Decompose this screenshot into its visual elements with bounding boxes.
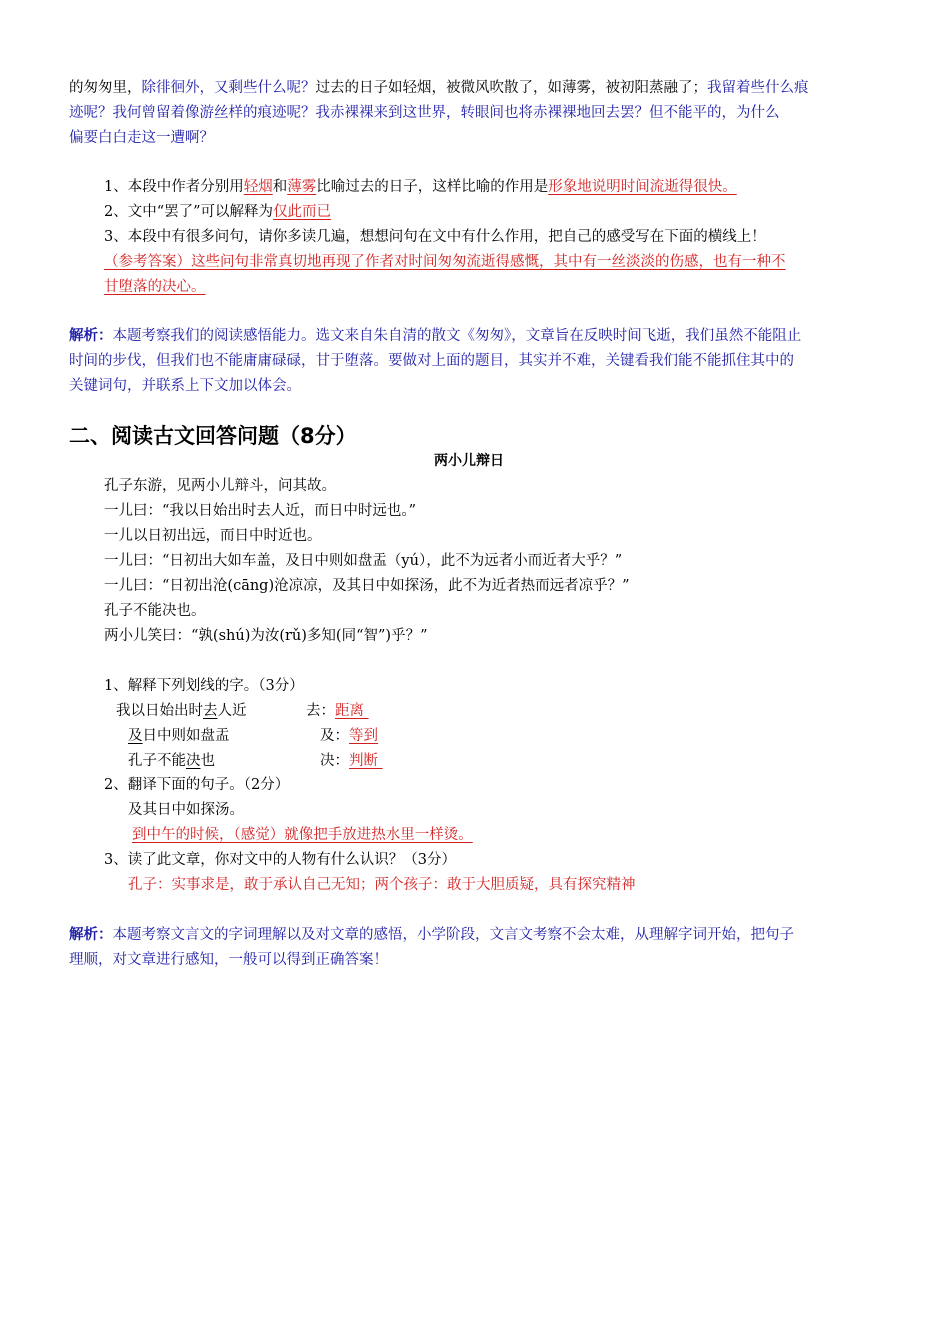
analysis-1-line-2: 时间的步伐，但我们也不能庸庸碌碌，甘于堕落。要做对上面的题目，其实并不难，关键看我们能不能抓住其中的 [69,353,794,369]
word-explain-item: 及日中则如盘盂 [128,728,230,744]
classical-text-line: 一儿曰：“日初出沧(cāng)沧凉凉，及其日中如探汤，此不为近者热而远者凉乎？” [104,578,630,594]
analysis-2-line-2: 理顺，对文章进行感知，一般可以得到正确答案！ [69,952,388,968]
passage-text: 的匆匆里， [69,80,142,96]
passage-text-blue: 除徘徊外，又剩些什么呢？ [141,80,316,96]
classical-question-3: 3、读了此文章，你对文中的人物有什么认识？（3分） [104,852,456,868]
passage-title: 两小儿辩日 [434,453,504,469]
question-2 [104,202,331,222]
question-text: 1、本段中作者分别用 [104,179,244,195]
word-explain-answer: 去：距离 [306,703,364,719]
answer-blank: 判断 [349,753,378,769]
answer-blank: 仅此而已 [273,204,332,220]
passage-line-3: 偏要白白走这一遭啊？ [69,130,214,146]
passage-text: 过去的日子如轻烟，被微风吹散了，如薄雾，被初阳蒸融了； [315,80,707,96]
answer-blank: 形象地说明时间流逝得很快。 [548,179,737,195]
word-explain-item: 孔子不能决也 [128,753,215,769]
classical-question-1: 1、解释下列划线的字。（3分） [104,678,304,694]
classical-question-2: 2、翻译下面的句子。（2分） [104,777,290,793]
classical-text-line: 一儿曰：“日初出大如车盖，及日中则如盘盂（yú），此不为远者小而近者大乎？” [104,553,623,569]
answer-blank: 轻烟 [243,179,273,195]
character-answer: 孔子：实事求是，敢于承认自己无知；两个孩子：敢于大胆质疑，具有探究精神 [128,877,636,893]
word-explain-item: 我以日始出时去人近 [116,703,247,719]
answer-blank: 距离 [335,703,364,719]
underlined-word: 决 [186,753,201,769]
passage-text-blue: 我留着些什么痕 [707,80,809,96]
analysis-label: 解析： [69,926,113,943]
classical-text-line: 孔子东游，见两小儿辩斗，问其故。 [104,478,336,494]
question-3: 3、本段中有很多问句，请你多读几遍，想想问句在文中有什么作用，把自己的感受写在下面的横线上！ [104,229,766,245]
word-explain-answer: 决：判断 [320,753,378,769]
answer-line: 甘堕落的决心。 [104,279,206,295]
question-text: 比喻过去的日子，这样比喻的作用是 [316,179,549,195]
underlined-word: 去 [203,703,218,719]
classical-text-line: 孔子不能决也。 [104,603,206,619]
answer-line: （参考答案）这些问句非常真切地再现了作者对时间匆匆流逝得感慨，其中有一丝淡淡的伤感，也有一种不 [104,254,786,270]
underlined-word: 及 [128,728,143,744]
passage-line-1 [69,78,809,98]
passage-line-2: 迹呢？我何曾留着像游丝样的痕迹呢？我赤裸裸来到这世界，转眼间也将赤裸裸地回去罢？但不能平的，为什么 [69,105,780,121]
analysis-label: 解析： [69,327,113,344]
translate-answer: 到中午的时候，（感觉）就像把手放进热水里一样烫。 [132,827,473,843]
analysis-1-line-3: 关键词句，并联系上下文加以体会。 [69,378,301,394]
classical-text-line: 一儿以日初出远，而日中时近也。 [104,528,322,544]
question-text: 和 [272,179,288,195]
analysis-2: 解析：本题考察文言文的字词理解以及对文章的感悟，小学阶段，文言文考察不会太难，从理解字词开始，把句子 [69,926,794,943]
word-explain-answer: 及：等到 [320,728,378,744]
answer-blank: 薄雾 [287,179,317,195]
question-1 [104,177,737,197]
answer-blank: 等到 [349,728,378,744]
classical-text-line: 一儿曰：“我以日始出时去人近，而日中时远也。” [104,503,417,519]
translate-sentence: 及其日中如探汤。 [128,802,244,818]
classical-text-line: 两小儿笑曰：“孰(shú)为汝(rǔ)多知(同“智”)乎？” [104,628,428,644]
section-heading: 二、阅读古文回答问题（8分） [69,424,357,448]
analysis-1: 解析：本题考察我们的阅读感悟能力。选文来自朱自清的散文《匆匆》，文章旨在反映时间飞逝，我们虽然不能阻止 [69,327,802,344]
question-text: 2、文中“罢了”可以解释为 [104,204,274,220]
